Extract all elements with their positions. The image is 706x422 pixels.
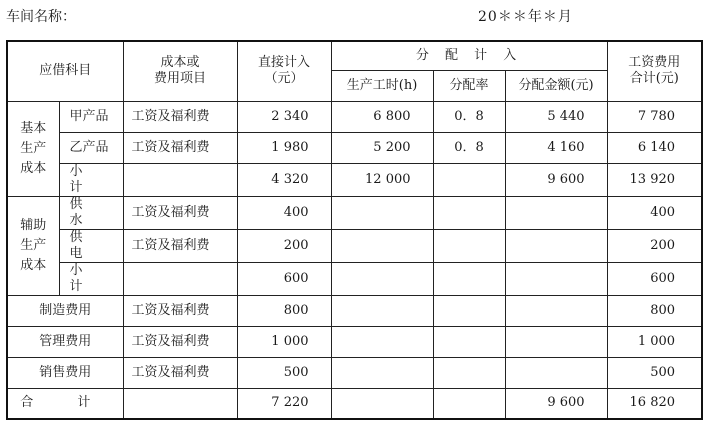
row-name: 小 计 [59,163,123,196]
row-amount [505,326,607,357]
row-amount [505,229,607,262]
header-amount: 分配金额(元) [505,70,607,101]
row-amount [505,295,607,326]
row-name: 供 电 [59,229,123,262]
workshop-label: 车间名称： [6,9,76,25]
row-rate [433,196,505,229]
row-total: 800 [607,295,702,326]
row-hours [331,295,433,326]
row-item [123,163,237,196]
row-rate [433,388,505,419]
row-hours: 5 200 [331,132,433,163]
header-rate: 分配率 [433,70,505,101]
table-row [7,229,702,262]
row-amount [505,357,607,388]
header-account: 应借科目 [7,41,123,101]
row-hours [331,229,433,262]
row-direct: 7 220 [237,388,331,419]
row-direct: 800 [237,295,331,326]
table-row [7,163,702,196]
row-amount [505,262,607,295]
row-name: 甲产品 [59,101,123,132]
group-aux-production: 辅助 生产 成本 [7,196,59,295]
row-item [123,388,237,419]
row-rate: 0．8 [433,101,505,132]
row-name: 乙产品 [59,132,123,163]
row-name: 合 计 [7,388,123,419]
row-rate [433,326,505,357]
row-amount: 5 440 [505,101,607,132]
row-item: 工资及福利费 [123,101,237,132]
row-rate: 0．8 [433,132,505,163]
row-total: 16 820 [607,388,702,419]
row-rate [433,229,505,262]
row-direct: 200 [237,229,331,262]
row-name: 供 水 [59,196,123,229]
row-amount: 9 600 [505,163,607,196]
row-name: 小 计 [59,262,123,295]
row-total: 6 140 [607,132,702,163]
header-hours: 生产工时(h) [331,70,433,101]
row-hours: 6 800 [331,101,433,132]
row-total: 7 780 [607,101,702,132]
row-total: 500 [607,357,702,388]
table-row [7,196,702,229]
table-row [7,132,702,163]
row-rate [433,357,505,388]
row-direct: 400 [237,196,331,229]
row-rate [433,163,505,196]
row-item: 工资及福利费 [123,229,237,262]
row-direct: 4 320 [237,163,331,196]
row-item [123,262,237,295]
group-basic-production: 基本 生产 成本 [7,101,59,196]
header-direct: 直接计入 （元） [237,41,331,101]
row-direct: 500 [237,357,331,388]
row-direct: 1 000 [237,326,331,357]
row-total: 13 920 [607,163,702,196]
header-total: 工资费用 合计(元) [607,41,702,101]
row-direct: 1 980 [237,132,331,163]
row-item: 工资及福利费 [123,357,237,388]
row-item: 工资及福利费 [123,196,237,229]
row-amount: 9 600 [505,388,607,419]
salary-allocation-table [6,40,703,420]
row-hours [331,262,433,295]
header-cost-item: 成本或 费用项目 [123,41,237,101]
row-total: 1 000 [607,326,702,357]
row-direct: 600 [237,262,331,295]
row-hours: 12 000 [331,163,433,196]
row-total: 600 [607,262,702,295]
row-rate [433,295,505,326]
row-rate [433,262,505,295]
table-row [7,295,702,326]
row-item: 工资及福利费 [123,132,237,163]
row-item: 工资及福利费 [123,326,237,357]
row-hours [331,326,433,357]
row-name: 管理费用 [7,326,123,357]
row-item: 工资及福利费 [123,295,237,326]
row-hours [331,196,433,229]
row-hours [331,388,433,419]
row-total: 200 [607,229,702,262]
table-row [7,101,702,132]
row-amount [505,196,607,229]
row-direct: 2 340 [237,101,331,132]
row-hours [331,357,433,388]
table-row-total [7,388,702,419]
period-label: 20＊＊年＊月 [478,9,573,25]
row-total: 400 [607,196,702,229]
row-name: 制造费用 [7,295,123,326]
table-row [7,262,702,295]
row-name: 销售费用 [7,357,123,388]
header-allocated: 分 配 计 入 [331,41,607,70]
row-amount: 4 160 [505,132,607,163]
table-row [7,326,702,357]
table-row [7,357,702,388]
